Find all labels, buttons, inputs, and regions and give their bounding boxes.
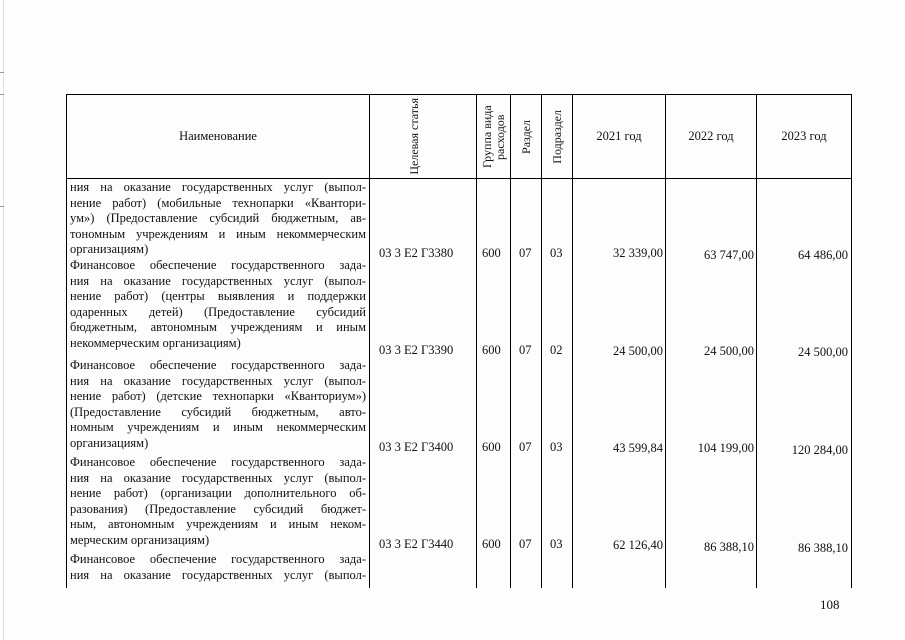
description-line: (Предоставление субсидий бюджетным, авто- [70,404,366,419]
amount-2021: 43 599,84 [613,441,663,455]
description-line: нение работ) (организации дополнительного об- [70,486,366,501]
header-section [511,95,541,178]
amount-2021: 32 339,00 [613,246,663,260]
amount-2023: 64 486,00 [798,248,848,262]
description-line: мерческим организациям) [70,532,210,547]
expense-group-code: 600 [482,343,501,357]
description-line: ным, автономным учреждениям и иным неком- [70,517,366,532]
header-year-2021: 2021 год [596,129,642,143]
header-subsection-text: Подраздел [549,109,564,164]
page-number: 108 [820,597,840,612]
section-code: 07 [519,537,532,551]
description-line: Финансовое обеспечение государственного зада- [70,358,366,372]
amount-2023: 120 284,00 [791,443,848,457]
header-expense-group-text: Группа вида расходов [479,105,507,168]
header-name: Наименование [179,129,257,143]
amount-2022: 104 199,00 [697,441,754,455]
subsection-code: 03 [550,246,563,260]
scan-mark [0,206,4,207]
header-subsection [542,95,572,178]
subsection-code: 03 [550,537,563,551]
amount-2022: 24 500,00 [704,344,754,358]
description-line: ния на оказание государственных услуг (выпол- [70,180,366,194]
amount-2022: 63 747,00 [704,248,754,262]
description-line: Финансовое обеспечение государственного зада- [70,552,366,566]
subsection-code: 03 [550,440,563,454]
amount-2023: 24 500,00 [798,345,848,359]
description-line: бюджетным, автономным учреждениям и иным [70,320,366,335]
amount-2023: 86 388,10 [798,541,848,555]
description-line: организациям) [70,242,149,257]
description-line: ния на оказание государственных услуг (выпол- [70,273,366,288]
description-line: нение работ) (мобильные технопарки «Квантори- [70,195,366,210]
header-section-text: Раздел [518,119,533,154]
section-code: 07 [519,440,532,454]
subsection-code: 02 [550,343,563,357]
header-year-2023: 2023 год [781,129,827,143]
header-divider [67,178,851,179]
row-description [70,258,366,352]
target-article-code: 03 3 Е2 Г3390 [379,343,454,357]
header-target-article [370,95,476,178]
target-article-code: 03 3 Е2 Г3400 [379,440,454,454]
description-line: некоммерческим организациям) [70,335,241,350]
description-line: тономным учреждениям и иным некоммерческим [70,226,366,241]
amount-2021: 62 126,40 [613,538,663,552]
row-description [70,180,366,258]
description-line: нение работ) (детские технопарки «Кванториум») [70,389,366,404]
header-target-article-text: Целевая статья [407,98,421,175]
section-code: 07 [519,343,532,357]
description-line: организациям) [70,435,149,450]
expense-group-code: 600 [482,440,501,454]
target-article-code: 03 3 Е2 Г3380 [379,246,454,260]
row-description [70,552,366,583]
description-line: ния на оказание государственных услуг (выпол- [70,567,366,582]
description-line: нение работ) (центры выявления и поддержки [70,289,366,304]
scan-edge [3,0,4,640]
description-line: Финансовое обеспечение государственного зада- [70,258,366,272]
expense-group-code: 600 [482,537,501,551]
row-description [70,455,366,549]
scan-mark [0,72,4,73]
amount-2021: 24 500,00 [613,344,663,358]
header-expense-group [477,95,510,178]
description-line: разования) (Предоставление субсидий бюджет- [70,501,366,516]
section-code: 07 [519,246,532,260]
description-line: номным учреждениям и иным некоммерческим [70,420,366,435]
description-line: Финансовое обеспечение государственного зада- [70,455,366,469]
expense-group-code: 600 [482,246,501,260]
description-line: ния на оказание государственных услуг (выпол- [70,373,366,388]
target-article-code: 03 3 Е2 Г3440 [379,537,454,551]
budget-table [66,94,852,588]
header-year-2022: 2022 год [688,129,734,143]
description-line: ум») (Предоставление субсидий бюджетным, ав- [70,211,366,226]
scan-mark [0,94,4,95]
description-line: одаренных детей) (Предоставление субсидий [70,304,366,319]
description-line: ния на оказание государственных услуг (выпол- [70,470,366,485]
amount-2022: 86 388,10 [704,540,754,554]
row-description [70,358,366,452]
